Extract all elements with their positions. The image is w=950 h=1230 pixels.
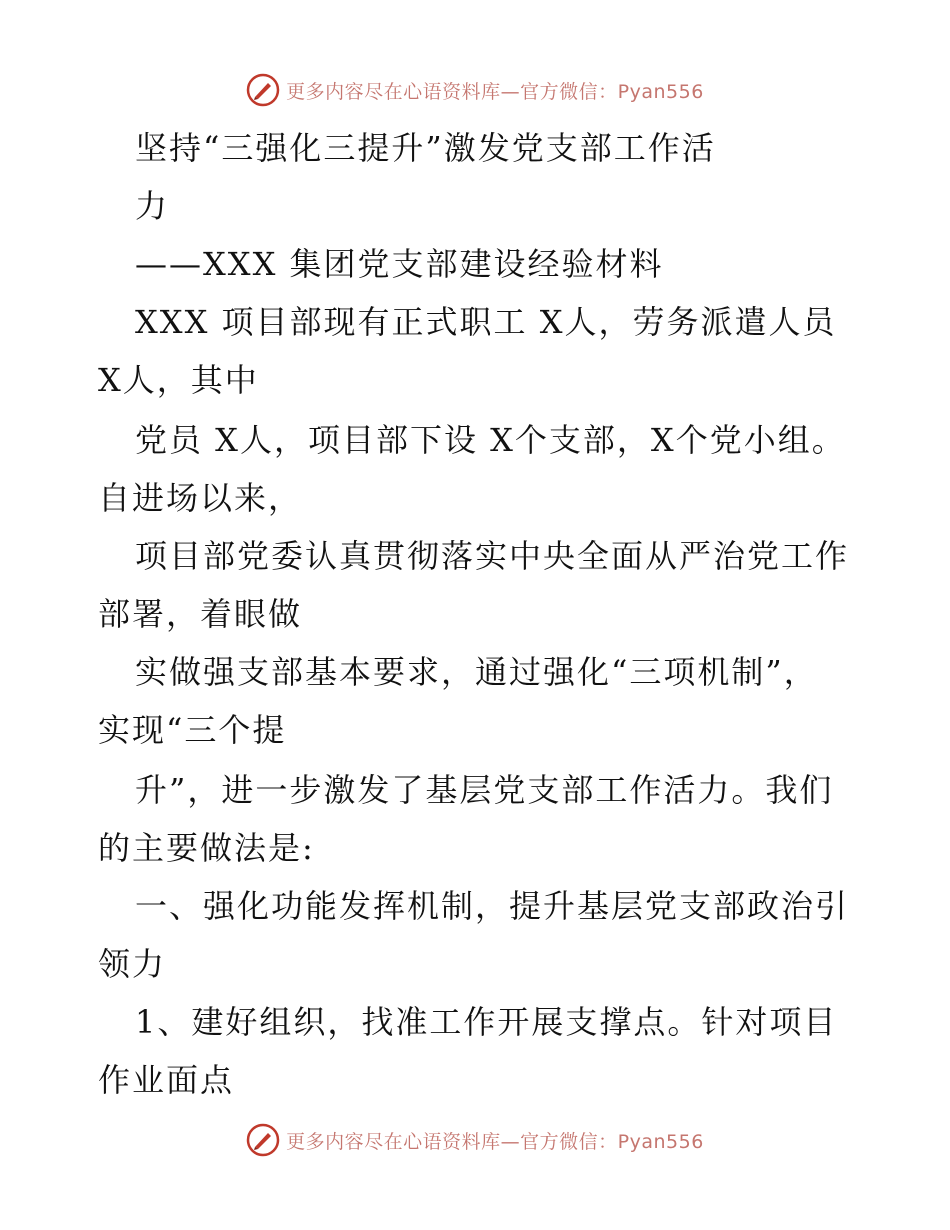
paragraph-line: 实现“三个提 (98, 711, 287, 749)
paragraph-line: 党员 X人，项目部下设 X个支部，X个党小组。 (135, 421, 846, 459)
paragraph-line: 自进场以来， (98, 479, 303, 517)
paragraph-line: 升”，进一步激发了基层党支部工作活力。我们 (135, 771, 834, 809)
header-watermark (0, 70, 950, 110)
doc-title-line1: 坚持“三强化三提升”激发党支部工作活 (135, 129, 716, 167)
paragraph-line: 项目部党委认真贯彻落实中央全面从严治党工作 (135, 537, 850, 575)
watermark-text: 更多内容尽在心语资料库—官方微信：Pyan556 (286, 1130, 704, 1153)
watermark-group (246, 73, 704, 107)
pen-logo-icon (246, 73, 280, 107)
paragraph-line: X人，其中 (98, 361, 259, 399)
paragraph-line: XXX 项目部现有正式职工 X人，劳务派遣人员 (135, 303, 837, 341)
watermark-text: 更多内容尽在心语资料库—官方微信：Pyan556 (286, 80, 704, 103)
doc-title-line2: 力 (135, 187, 170, 225)
paragraph-line: 实做强支部基本要求，通过强化“三项机制”， (135, 653, 818, 691)
paragraph-line: 的主要做法是: (98, 829, 315, 867)
paragraph-line: 1、建好组织，找准工作开展支撑点。针对项目 (135, 1003, 838, 1041)
watermark-group (246, 1123, 704, 1157)
paragraph-line: 部署，着眼做 (98, 595, 303, 633)
section-heading-cont: 领力 (98, 945, 167, 983)
pen-logo-icon (246, 1123, 280, 1157)
paragraph-line: 作业面点 (98, 1061, 235, 1099)
footer-watermark (0, 1120, 950, 1160)
section-heading: 一、强化功能发挥机制，提升基层党支部政治引 (135, 887, 850, 925)
doc-subtitle: ——XXX 集团党支部建设经验材料 (135, 245, 664, 283)
